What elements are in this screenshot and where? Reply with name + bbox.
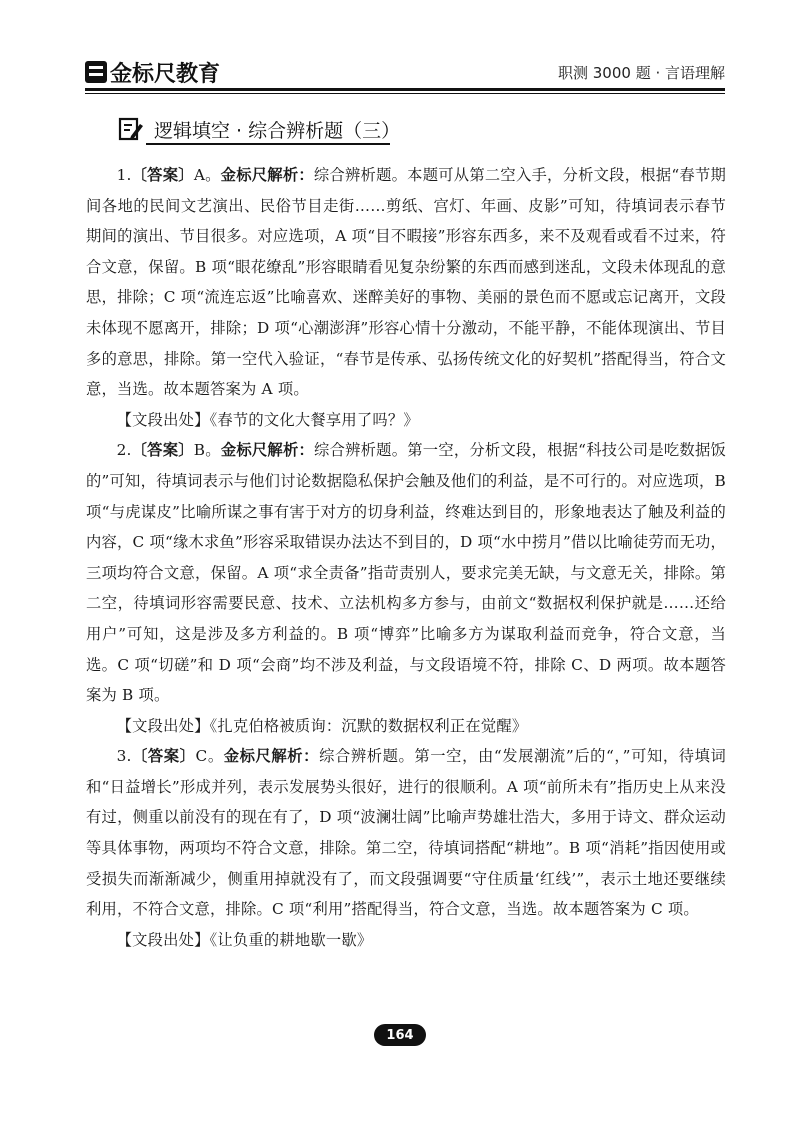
source-label: 【文段出处】 [116,930,210,949]
analysis-text: 综合辨析题。第一空，分析文段，根据“科技公司是吃数据饭的”可知，待填词表示与他们讨论数据隐私保护会触及他们的利益，是不可行的。对应选项，B 项“与虎谋皮”比喻所谋之事有害于对方的切身利益，终难达到目的，形象地表达了触及利益的内容，C 项“缘木求鱼”形容采取错误办法达不到目的，D 项“水中捞月”借以比喻徒劳而无功，三项均符合文意，保留。A 项“求全责备”指苛责别人，要求完美无缺，与文意无关，排除。第二空，待填词形容需要民意、技术、立法机构多方参与，由前文“数据权利保护就是……还给用户”可知，这是涉及多方利益的。B 项“博弈”比喻多方为谋取利益而竞争，符合文意，当选。C 项“切磋”和 D 项“会商”均不涉及利益，与文段语境不符，排除 C、D 两项。故本题答案为 B 项。 [86,441,726,705]
section-underline [146,143,390,145]
source-label: 【文段出处】 [116,716,210,735]
analysis-label: 金标尺解析： [220,166,314,184]
section-title: 逻辑填空 · 综合辨析题（三） [154,119,401,142]
analysis-text: 综合辨析题。第一空，由“发展潮流”后的“，”可知，待填词和“日益增长”形成并列，表示发展势头很好，进行的很顺利。A 项“前所未有”指历史上从来没有过，侧重以前没有的现在有了，D 项“波澜壮阔”比喻声势雄壮浩大，多用于诗文、群众运动等具体事物，两项均不符合文意，排除。第二空，待填词搭配“耕地”。B 项“消耗”指因使用或受损失而渐渐减少，侧重用掉就没有了，而文段强调要“守住质量‘红线’”，表示土地还要继续利用，不符合文意，排除。C 项“利用”搭配得当，符合文意，当选。故本题答案为 C 项。 [86,747,727,919]
item-number: 3. [116,747,132,766]
item-3 [86,741,726,925]
answer-label: 〔答案〕 [131,747,196,766]
answer-value: B。 [193,441,221,460]
source-title: 《让负重的耕地歇一歇》 [209,930,373,949]
running-title: 职测 3000 题 · 言语理解 [557,64,725,82]
brand-name: 金标尺教育 [110,61,221,87]
source-label: 【文段出处】 [116,410,210,429]
item-3-source [86,925,726,956]
section-heading [118,112,400,146]
analysis-label: 金标尺解析： [220,441,315,460]
answer-value: C。 [195,747,224,766]
brand-logo [85,58,220,86]
analysis-label: 金标尺解析： [223,747,320,766]
source-title: 《春节的文化大餐享用了吗？》 [209,410,419,429]
answer-value: A。 [193,166,221,184]
item-2 [86,435,726,710]
header-rule [85,88,725,91]
item-1-source [86,405,726,436]
item-2-source [86,711,726,742]
answer-label: 〔答案〕 [131,441,194,460]
item-number: 2. [116,441,132,460]
edit-note-icon [118,116,144,142]
answer-content [86,160,726,955]
item-number: 1. [116,166,132,184]
page-number: 164 [374,1024,426,1046]
source-title: 《扎克伯格被质询：沉默的数据权利正在觉醒》 [209,716,528,735]
answer-label: 〔答案〕 [131,166,194,184]
analysis-text: 综合辨析题。本题可从第二空入手，分析文段，根据“春节期间各地的民间文艺演出、民俗节目走街……剪纸、宫灯、年画、皮影”可知，待填词表示春节期间的演出、节目很多。对应选项，A 项“目不暇接”形容东西多，来不及观看或看不过来，符合文意，保留。B 项“眼花缭乱”形容眼睛看见复杂纷繁的东西而感到迷乱，文段未体现乱的意思，排除；C 项“流连忘返”比喻喜欢、迷醉美好的事物、美丽的景色而不愿或忘记离开，文段未体现不愿离开，排除；D 项“心潮澎湃”形容心情十分激动，不能平静，不能体现演出、节目多的意思，排除。第一空代入验证，“春节是传承、弘扬传统文化的好契机”搭配得当，符合文意，当选。故本题答案为 A 项。 [86,166,726,399]
page-header [85,54,725,90]
header-rule-thin [85,93,725,94]
item-1 [86,160,726,405]
brand-logo-icon [85,61,107,83]
